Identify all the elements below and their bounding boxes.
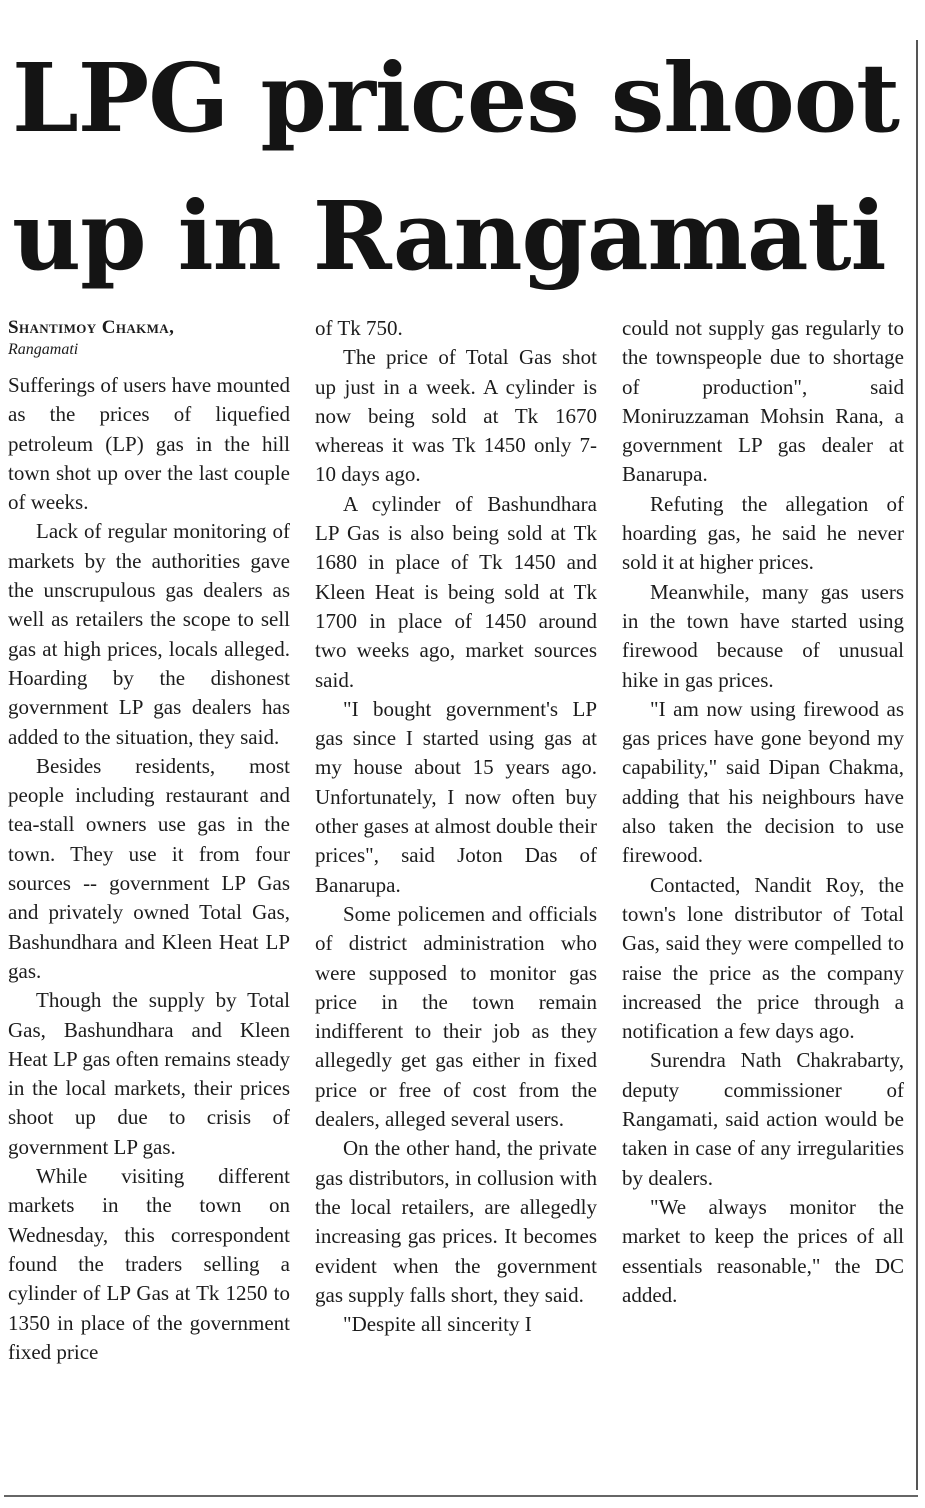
paragraph: Besides residents, most people including restaurant and tea-stall owners use gas in the town. They use it from four sources -- government LP Gas and privately owned Total Gas, Bashundhara and Kleen Heat LP gas.: [8, 753, 290, 983]
paragraph: The price of Total Gas shot up just in a week. A cylinder is now being sold at Tk 1670 whereas it was Tk 1450 only 7-10 days ago.: [315, 345, 597, 487]
paragraph: Meanwhile, many gas users in the town have started using firewood because of unusual hike in gas prices.: [622, 579, 904, 692]
paragraph: Contacted, Nandit Roy, the town's lone distributor of Total Gas, said they were compelled to raise the price as the company increased the price through a notification a few days ago.: [622, 872, 904, 1044]
paragraph: "Despite all sincerity I: [343, 1312, 532, 1337]
paragraph: could not supply gas regularly to the townspeople due to shortage of production", said Moniruzzaman Mohsin Rana, a government LP gas dealer at Banarupa.: [622, 316, 904, 487]
article-column-3: [622, 314, 904, 1310]
paragraph: Surendra Nath Chakrabarty, deputy commissioner of Rangamati, said action would be taken in case of any irregularities by dealers.: [622, 1048, 904, 1190]
paragraph: "I bought government's LP gas since I started using gas at my house about 15 years ago. Unfortunately, I now often buy other gases at almost double their prices", said Joton Das of Banarupa.: [315, 696, 597, 897]
paragraph: Refuting the allegation of hoarding gas, he said he never sold it at higher prices.: [622, 491, 904, 575]
byline-location: Rangamati: [8, 341, 79, 358]
column-rule-right: [916, 40, 918, 1490]
paragraph: While visiting different markets in the town on Wednesday, this correspondent found the traders selling a cylinder of LP Gas at Tk 1250 to 1350 in place of the government fixed price: [8, 1164, 290, 1364]
paragraph: Some policemen and officials of district administration who were supposed to monitor gas price in the town remain indifferent to their job as they allegedly get gas either in fixed price or free of cost from the dealers, alleged several users.: [315, 901, 597, 1132]
headline-line-1: LPG prices shoot: [12, 43, 900, 154]
paragraph: A cylinder of Bashundhara LP Gas is also being sold at Tk 1680 in place of Tk 1450 and Kleen Heat is being sold at Tk 1700 in place of 1450 around two weeks ago, market sources said.: [315, 491, 597, 692]
article-column-1: [8, 314, 290, 1367]
paragraph: "We always monitor the market to keep the prices of all essentials reasonable," the DC added.: [622, 1194, 904, 1307]
paragraph: of Tk 750.: [315, 316, 403, 340]
byline-author: Shantimoy Chakma,: [8, 317, 175, 338]
byline: [8, 314, 290, 359]
headline: [12, 30, 907, 306]
bottom-rule: [4, 1495, 918, 1497]
article-column-2: [315, 314, 597, 1339]
paragraph: On the other hand, the private gas distributors, in collusion with the local retailers, are allegedly increasing gas prices. It becomes evident when the government gas supply falls short, they said.: [315, 1136, 597, 1307]
headline-line-2: up in Rangamati: [12, 181, 886, 292]
paragraph: Though the supply by Total Gas, Bashundhara and Kleen Heat LP gas often remains steady in the local markets, their prices shoot up due to crisis of government LP gas.: [8, 988, 290, 1159]
paragraph: "I am now using firewood as gas prices have gone beyond my capability," said Dipan Chakma, adding that his neighbours have also taken the decision to use firewood.: [622, 696, 904, 868]
paragraph: Sufferings of users have mounted as the prices of liquefied petroleum (LP) gas in the hill town shot up over the last couple of weeks.: [8, 373, 290, 515]
paragraph: Lack of regular monitoring of markets by the authorities gave the unscrupulous gas dealers as well as retailers the scope to sell gas at high prices, locals alleged. Hoarding by the dishonest government LP gas dealers has added to the situation, they said.: [8, 519, 290, 749]
